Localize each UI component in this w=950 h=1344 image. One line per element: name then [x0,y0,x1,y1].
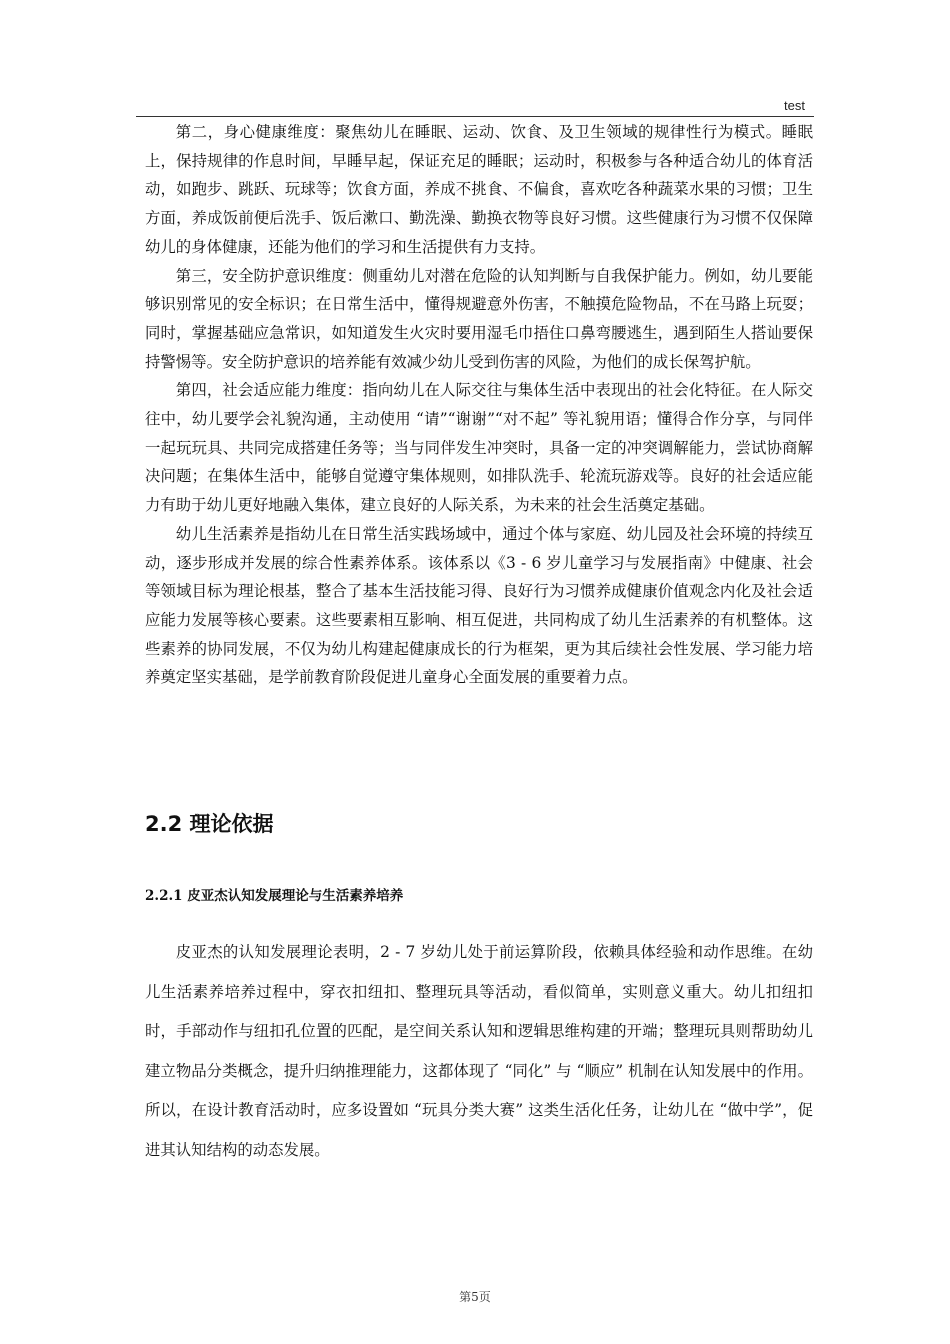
body-top-section [145,118,813,692]
page-number: 第5页 [459,1290,491,1304]
paragraph-piaget-theory: 皮亚杰的认知发展理论表明，2 - 7 岁幼儿处于前运算阶段，依赖具体经验和动作思维。在幼儿生活素养培养过程中，穿衣扣纽扣、整理玩具等活动，看似简单，实则意义重大。幼儿扣纽扣时，手部动作与纽扣孔位置的匹配，是空间关系认知和逻辑思维构建的开端；整理玩具则帮助幼儿建立物品分类概念，提升归纳推理能力，这都体现了 “同化” 与 “顺应” 机制在认知发展中的作用。所以，在设计教育活动时，应多设置如 “玩具分类大赛” 这类生活化任务，让幼儿在 “做中学”，促进其认知结构的动态发展。 [145,943,813,1159]
header-divider [136,116,814,117]
paragraph-health-dimension: 第二，身心健康维度：聚焦幼儿在睡眠、运动、饮食、及卫生领域的规律性行为模式。睡眠上，保持规律的作息时间，早睡早起，保证充足的睡眠；运动时，积极参与各种适合幼儿的体育活动，如跑步、跳跃、玩球等；饮食方面，养成不挑食、不偏食，喜欢吃各种蔬菜水果的习惯；卫生方面，养成饭前便后洗手、饭后漱口、勤洗澡、勤换衣物等良好习惯。这些健康行为习惯不仅保障幼儿的身体健康，还能为他们的学习和生活提供有力支持。 [145,123,813,256]
paragraph-life-literacy-definition: 幼儿生活素养是指幼儿在日常生活实践场域中，通过个体与家庭、幼儿园及社会环境的持续互动，逐步形成并发展的综合性素养体系。该体系以《3 - 6 岁儿童学习与发展指南》中健康、社会等领域目标为理论根基，整合了基本生活技能习得、良好行为习惯养成健康价值观念内化及社会适应能力发展等核心要素。这些要素相互影响、相互促进，共同构成了幼儿生活素养的有机整体。这些素养的协同发展，不仅为幼儿构建起健康成长的行为框架，更为其后续社会性发展、学习能力培养奠定坚实基础，是学前教育阶段促进儿童身心全面发展的重要着力点。 [145,524,813,687]
section-heading: 2.2 理论依据 [145,812,274,836]
subsection-heading: 2.2.1 皮亚杰认知发展理论与生活素养培养 [145,888,404,904]
body-bottom-section [145,933,813,1170]
paragraph-social-dimension: 第四，社会适应能力维度：指向幼儿在人际交往与集体生活中表现出的社会化特征。在人际交往中，幼儿要学会礼貌沟通，主动使用 “请”“谢谢”“对不起” 等礼貌用语；懂得合作分享，与同伴一起玩玩具、共同完成搭建任务等；当与同伴发生冲突时，具备一定的冲突调解能力，尝试协商解决问题；在集体生活中，能够自觉遵守集体规则，如排队洗手、轮流玩游戏等。良好的社会适应能力有助于幼儿更好地融入集体，建立良好的人际关系，为未来的社会生活奠定基础。 [145,381,813,515]
page-header-text: test [784,98,805,113]
paragraph-safety-dimension: 第三，安全防护意识维度：侧重幼儿对潜在危险的认知判断与自我保护能力。例如，幼儿要能够识别常见的安全标识；在日常生活中，懂得规避意外伤害，不触摸危险物品，不在马路上玩耍；同时，掌握基础应急常识，如知道发生火灾时要用湿毛巾捂住口鼻弯腰逃生，遇到陌生人搭讪要保持警惕等。安全防护意识的培养能有效减少幼儿受到伤害的风险，为他们的成长保驾护航。 [145,266,813,371]
